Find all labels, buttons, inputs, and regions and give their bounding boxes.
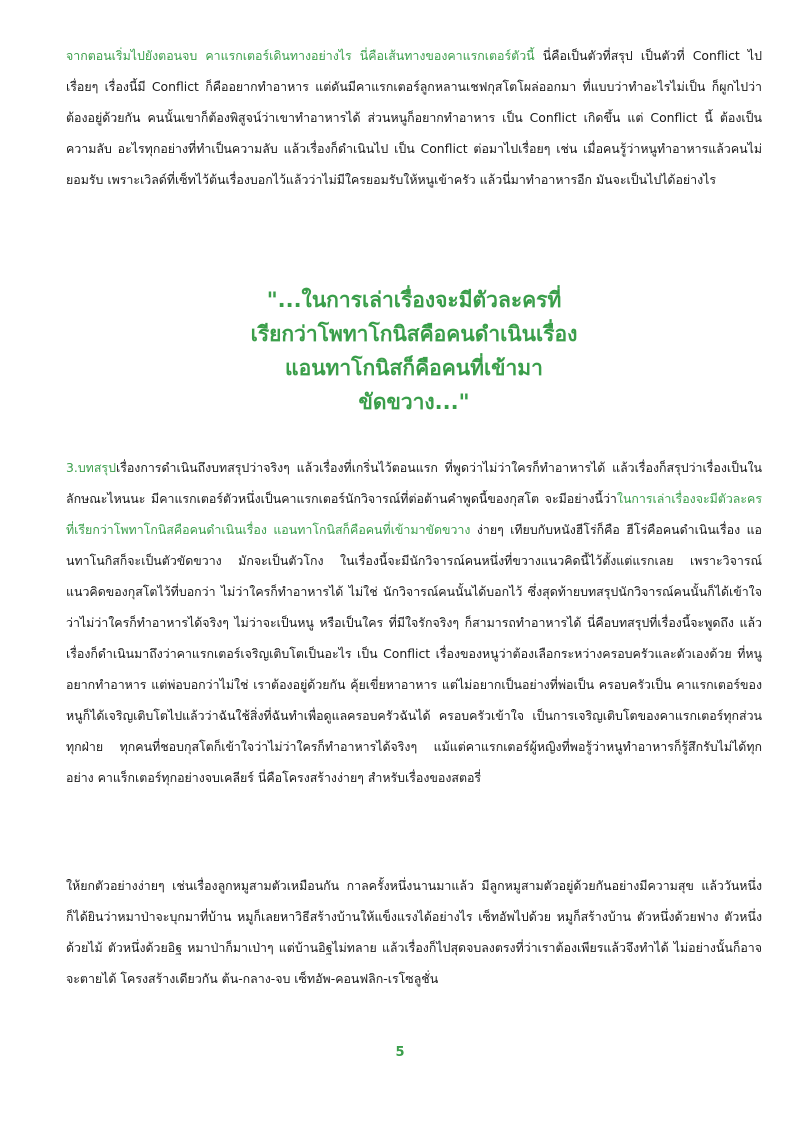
paragraph-body: เรื่องการดำเนินถึงบทสรุปว่าจริงๆ แล้วเรื่องที่เกริ่นไว้ตอนแรก ที่พูดว่าไม่ว่าใครก็ทำอาหารได้ แล้วเรื่องก็สรุปว่าเรื่องเป็นในลักษณะไหนนะ มีคาแรกเตอร์ตัวหนึ่งเป็นคาแรกเตอร์นักวิจารณ์ที่ต่อต้านคำพูดนี้ของกุสโต จะมีอย่างนี้ว่า (66, 460, 762, 506)
paragraph-body: ให้ยกตัวอย่างง่ายๆ เช่นเรื่องลูกหมูสามตัวเหมือนกัน กาลครั้งหนึ่งนานมาแล้ว มีลูกหมูสามตัวอยู่ด้วยกันอย่างมีความสุข แล้ววันหนึ่งก็ได้ยินว่าหมาป่าจะบุกมาที่บ้าน หมูก็เลยหาวิธีสร้างบ้านให้แข็งแรงได้อย่างไร เซ็ทอัพไปด้วย หมูก็สร้างบ้าน ตัวหนึ่งด้วยฟาง ตัวหนึ่งด้วยไม้ ตัวหนึ่งด้วยอิฐ หมาป่าก็มาเป่าๆ แต่บ้านอิฐไม่ทลาย แล้วเรื่องก็ไปสุดจบลงตรงที่ว่าเราต้องเพียรแล้วจึงทำได้ ไม่อย่างนั้นก็อาจจะตายได้ โครงสร้างเดียวกัน ต้น-กลาง-จบ เซ็ทอัพ-คอนฟลิก-เรโซลูชั่น (66, 878, 762, 986)
section-heading-conclusion: 3.บทสรุป (66, 460, 116, 475)
pull-quote-line-4: ขัดขวาง..." (358, 390, 470, 414)
paragraph-three-pigs-example (66, 870, 762, 994)
paragraph-lead-highlight: จากตอนเริ่มไปยังตอนจบ คาแรกเตอร์เดินทางอย่างไร นี่คือเส้นทางของคาแรกเตอร์ตัวนี้ (66, 48, 535, 63)
pull-quote-line-3: แอนทาโกนิสก็คือคนที่เข้ามา (285, 356, 543, 380)
paragraph-body: ง่ายๆ เทียบกับหนังฮีโร่ก็คือ ฮีโร่คือคนดำเนินเรื่อง แอนทาโนกิสก็จะเป็นตัวขัดขวาง มักจะเป็นตัวโกง ในเรื่องนี้จะมีนักวิจารณ์คนหนึ่งที่ขวางแนวคิดนี้ไว้ตั้งแต่แรกเลย เพราะวิจารณ์แนวคิดของกุสโตไว้ที่บอกว่า ไม่ว่าใครก็ทำอาหารได้ ไม่ใช่ นักวิจารณ์คนนั้นได้บอกไว้ ซึ่งสุดท้ายบทสรุปนักวิจารณ์คนนั้นก็ได้เข้าใจว่าไม่ว่าใครก็ทำอาหารได้จริงๆ ไม่ว่าจะเป็นหนู หรือเป็นใคร ที่มีใจรักจริงๆ ก็สามารถทำอาหารได้ นี่คือบทสรุปที่เรื่องนี้จะพูดถึง แล้วเรื่องก็ดำเนินมาถึงว่าคาแรกเตอร์เจริญเติบโตเป็นอะไร เป็น Conflict เรื่องของหนูว่าต้องเลือกระหว่างครอบครัวและตัวเองด้วย ที่หนูอยากทำอาหาร แต่พ่อบอกว่าไม่ใช่ เราต้องอยู่ด้วยกัน คุ้ยเขี่ยหาอาหาร แต่ไม่อยากเป็นอย่างที่พ่อเป็น ครอบครัวเป็น คาแรกเตอร์ของหนูก็ได้เจริญเติบโตไปแล้วว่าฉันใช้สิ่งที่ฉันทำเพื่อดูแลครอบครัวฉันได้ ครอบครัวเข้าใจ เป็นการเจริญเติบโตของคาแรกเตอร์ทุกส่วน ทุกฝ่าย ทุกคนที่ชอบกุสโตก็เข้าใจว่าไม่ว่าใครก็ทำอาหารได้จริงๆ แม้แต่คาแรกเตอร์ผู้หญิงที่พอรู้ว่าหนูทำอาหารก็รู้สึกรับไม่ได้ทุกอย่าง คาแร็กเตอร์ทุกอย่างจบเคลียร์ นี่คือโครงสร้างง่ายๆ สำหรับเรื่องของสตอรี่ (66, 522, 762, 785)
pull-quote-line-2: เรียกว่าโพทาโกนิสคือคนดำเนินเรื่อง (250, 322, 578, 346)
paragraph-conclusion (66, 452, 762, 793)
pull-quote-line-1: "...ในการเล่าเรื่องจะมีตัวละครที่ (266, 288, 562, 312)
page-number: 5 (395, 1045, 405, 1060)
paragraph-body: นี่คือเป็นตัวที่สรุป เป็นตัวที่ Conflict ไปเรื่อยๆ เรื่องนี้มี Conflict ก็คืออยากทำอาหาร แต่ดันมีคาแรกเตอร์ลูกหลานเชฟกุสโตโผล่ออกมา ที่แบบว่าทำอะไรไม่เป็น ก็ผูกไปว่าต้องอยู่ด้วยกัน คนนั้นเขาก็ต้องพิสูจน์ว่าเขาทำอาหารได้ ส่วนหนูก็อยากทำอาหาร เป็น Conflict เกิดขึ้น แต่ Conflict นี้ ต้องเป็นความลับ อะไรทุกอย่างที่ทำเป็นความลับ แล้วเรื่องก็ดำเนินไป เป็น Conflict ต่อมาไปเรื่อยๆ เช่น เมื่อคนรู้ว่าหนูทำอาหารแล้วคนไม่ยอมรับ เพราะเวิลด์ที่เซ็ทไว้ต้นเรื่องบอกไว้แล้วว่าไม่มีใครยอมรับให้หนูเข้าครัว แล้วนี่มาทำอาหารอีก มันจะเป็นไปได้อย่างไร (66, 48, 762, 187)
pull-quote (66, 283, 762, 419)
inline-highlight: ในการเล่าเรื่องจะมีตัวละครที่เรียกว่าโพทาโกนิสคือคนดำเนินเรื่อง แอนทาโกนิสก็คือคนที่เข้ามาขัดขวาง (66, 491, 762, 537)
paragraph-character-journey (66, 40, 762, 195)
